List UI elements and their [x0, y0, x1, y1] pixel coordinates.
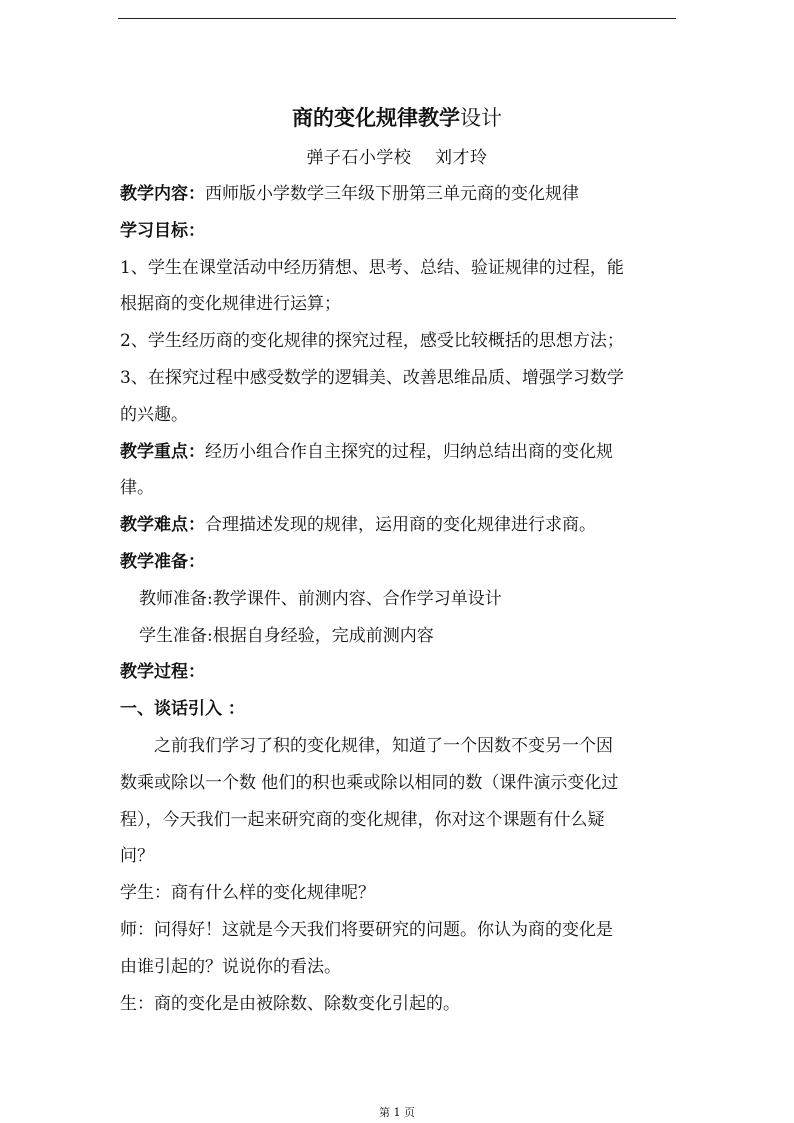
page-number: 第 1 页	[379, 1106, 415, 1119]
preparation-label: 教学准备：	[120, 551, 205, 572]
dialog-teacher-line-2: 由谁引起的？说说你的看法。	[120, 956, 341, 977]
objective-2: 2、学生经历商的变化规律的探究过程，感受比较概括的思想方法；	[120, 331, 624, 352]
teacher-preparation: 教师准备:教学课件、前测内容、合作学习单设计	[139, 588, 502, 609]
difficulty-label: 教学难点：	[120, 515, 205, 536]
teaching-content	[120, 176, 680, 213]
intro-paragraph-line-3: 程），今天我们一起来研究商的变化规律，你对这个课题有什么疑	[120, 809, 605, 830]
intro-paragraph-line-1: 之前我们学习了积的变化规律，知道了一个因数不变另一个因	[154, 735, 613, 756]
intro-paragraph-line-4: 问？	[120, 846, 154, 867]
content-label: 教学内容：	[120, 184, 205, 204]
difficulty-text: 合理描述发现的规律，运用商的变化规律进行求商。	[205, 515, 596, 536]
document-body	[120, 176, 680, 1022]
objective-1-line-1: 1、学生在课堂活动中经历猜想、思考、总结、验证规律的过程，能	[120, 257, 624, 278]
student-preparation: 学生准备:根据自身经验，完成前测内容	[139, 625, 434, 646]
key-point-line-2: 律。	[120, 478, 154, 499]
dialog-teacher-line-1: 师：问得好！这就是今天我们将要研究的问题。你认为商的变化是	[120, 919, 613, 940]
objective-3-line-2: 的兴趣。	[120, 404, 188, 425]
content-text: 西师版小学数学三年级下册第三单元商的变化规律	[205, 184, 579, 204]
intro-paragraph-line-2: 数乘或除以一个数 他们的积也乘或除以相同的数（课件演示变化过	[120, 772, 619, 793]
section-1-heading: 一、谈话引入 ：	[120, 699, 245, 720]
objectives-label: 学习目标：	[120, 220, 205, 241]
teaching-key-point	[120, 434, 680, 471]
dialog-student-question: 学生：商有什么样的变化规律呢？	[120, 883, 375, 904]
objective-1-line-2: 根据商的变化规律进行运算；	[120, 294, 341, 315]
key-text: 经历小组合作自主探究的过程，归纳总结出商的变化规	[205, 441, 613, 462]
key-label: 教学重点：	[120, 441, 205, 462]
header-rule	[118, 18, 676, 19]
author-line: 弹子石小学校 刘才玲	[306, 148, 488, 168]
dialog-student-answer: 生：商的变化是由被除数、除数变化引起的。	[120, 993, 460, 1014]
teaching-difficulty	[120, 507, 680, 544]
document-title	[0, 104, 794, 132]
process-label: 教学过程：	[120, 662, 205, 683]
title-bold-part: 商的变化规律教学	[292, 105, 460, 130]
title-normal-part: 设计	[460, 106, 502, 130]
objective-3-line-1: 3、在探究过程中感受数学的逻辑美、改善思维品质、增强学习数学	[120, 367, 624, 388]
